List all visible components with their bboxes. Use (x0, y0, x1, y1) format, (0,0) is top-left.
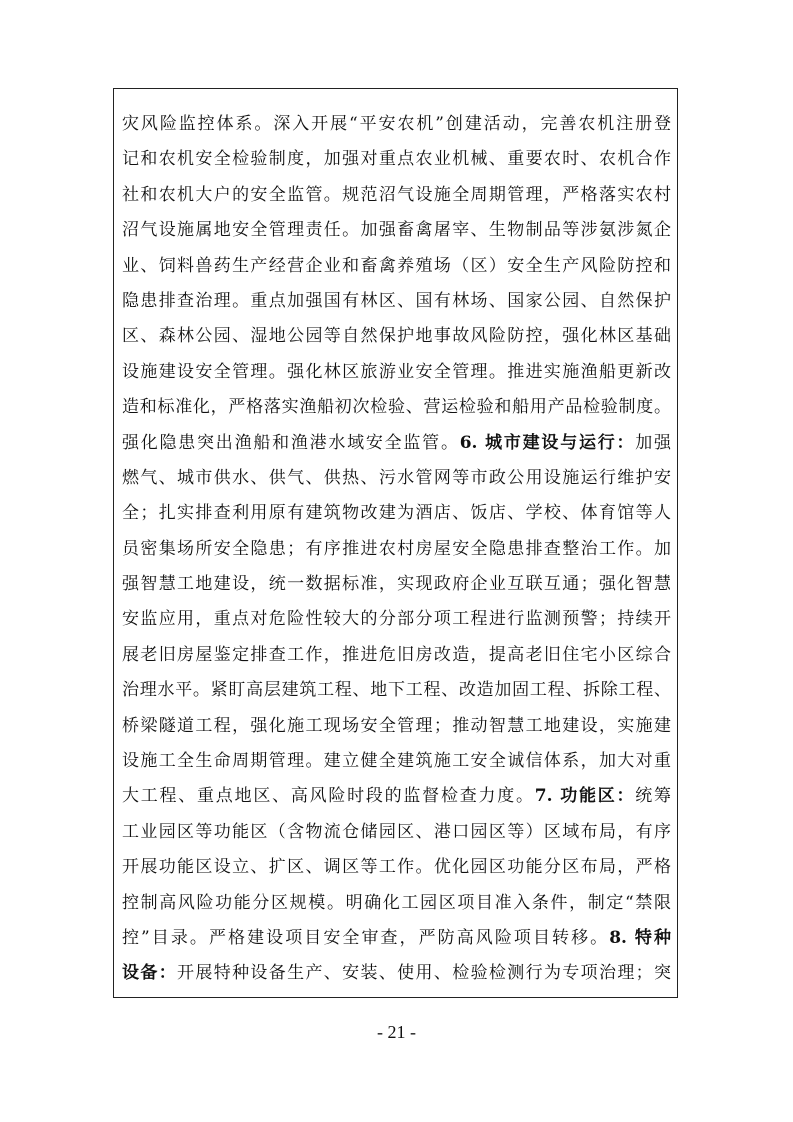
text-line: 强智慧工地建设，统一数据标准，实现政府企业互联互通；强化智慧 (122, 574, 671, 595)
text-line: 沼气设施属地安全管理责任。加强畜禽屠宰、生物制品等涉氨涉氮企 (122, 220, 671, 241)
text-line: 燃气、城市供水、供气、供热、污水管网等市政公用设施运行维护安 (122, 467, 671, 488)
section-heading-7: 7. 功能区： (534, 786, 636, 807)
text-line: 记和农机安全检验制度，加强对重点农业机械、重要农时、农机合作 (122, 149, 671, 170)
page-number: - 21 - (377, 1022, 416, 1042)
text-line: 安监应用，重点对危险性较大的分部分项工程进行监测预警；持续开 (122, 609, 671, 630)
text-line: 大工程、重点地区、高风险时段的监督检查力度。7. 功能区：统筹 (122, 786, 671, 807)
text-line: 隐患排查治理。重点加强国有林区、国有林场、国家公园、自然保护 (122, 290, 671, 311)
text-line: 设施建设安全管理。强化林区旅游业安全管理。推进实施渔船更新改 (122, 361, 671, 382)
text-line: 桥梁隧道工程，强化施工现场安全管理；推动智慧工地建设，实施建 (122, 715, 671, 736)
text-line: 员密集场所安全隐患；有序推进农村房屋安全隐患排查整治工作。加 (122, 538, 671, 559)
text-line: 控”目录。严格建设项目安全审查，严防高风险项目转移。8. 特种 (122, 927, 671, 948)
text-line: 展老旧房屋鉴定排查工作，推进危旧房改造，提高老旧住宅小区综合 (122, 644, 671, 665)
text-line: 社和农机大户的安全监管。规范沼气设施全周期管理，严格落实农村 (122, 184, 671, 205)
section-heading-8-cont: 设备： (122, 963, 178, 984)
text-line: 业、饲料兽药生产经营企业和畜禽养殖场（区）安全生产风险防控和 (122, 255, 671, 276)
text-line: 开展功能区设立、扩区、调区等工作。优化园区功能分区布局，严格 (122, 857, 671, 878)
text-line: 工业园区等功能区（含物流仓储园区、港口园区等）区域布局，有序 (122, 821, 671, 842)
text-line: 治理水平。紧盯高层建筑工程、地下工程、改造加固工程、拆除工程、 (122, 680, 671, 701)
text-line: 设施工全生命周期管理。建立健全建筑施工安全诚信体系，加大对重 (122, 751, 671, 772)
body-text (122, 107, 671, 992)
text-line: 强化隐患突出渔船和渔港水域安全监管。6. 城市建设与运行：加强 (122, 432, 671, 453)
content-frame (113, 88, 678, 998)
text-line: 全；扎实排查利用原有建筑物改建为酒店、饭店、学校、体育馆等人 (122, 503, 671, 524)
text-line: 灾风险监控体系。深入开展“平安农机”创建活动，完善农机注册登 (122, 114, 671, 134)
text-line: 造和标准化，严格落实渔船初次检验、营运检验和船用产品检验制度。 (122, 397, 671, 418)
text-line: 区、森林公园、湿地公园等自然保护地事故风险防控，强化林区基础 (122, 326, 671, 347)
section-heading-8: 8. 特种 (609, 927, 671, 948)
section-heading-6: 6. 城市建设与运行： (459, 432, 636, 453)
text-line: 设备：开展特种设备生产、安装、使用、检验检测行为专项治理；突 (122, 963, 671, 984)
text-line: 控制高风险功能分区规模。明确化工园区项目准入条件，制定“禁限 (122, 892, 671, 913)
